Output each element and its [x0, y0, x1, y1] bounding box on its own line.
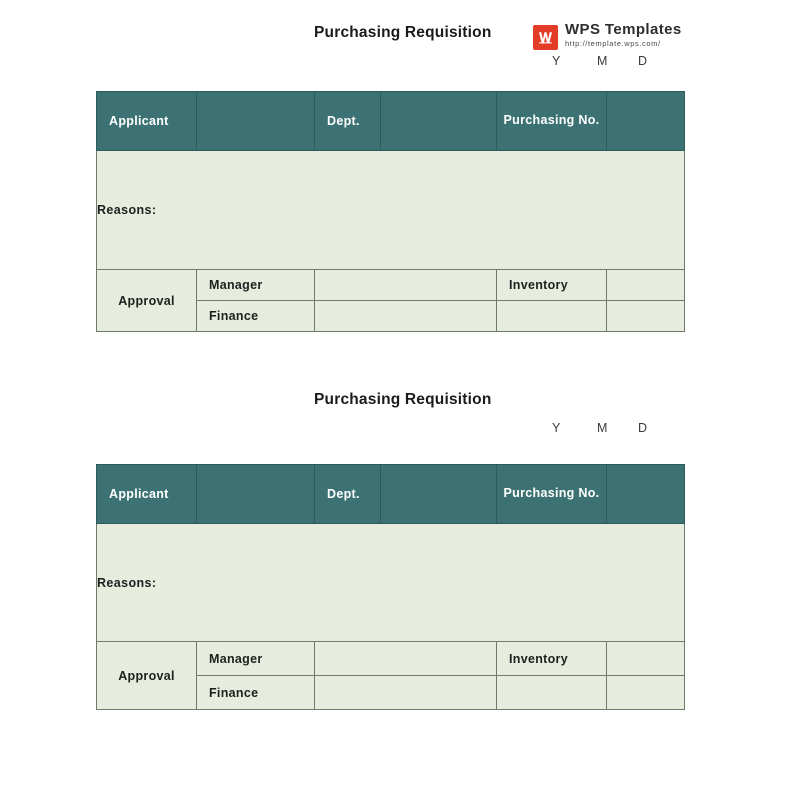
wps-brand[interactable] [533, 22, 682, 50]
wps-brand-name: WPS Templates [565, 21, 682, 38]
approval-inventory-label: Inventory [497, 270, 607, 301]
approval-row2-right-value-field[interactable] [607, 676, 685, 710]
approval-inventory-value-field[interactable] [607, 642, 685, 676]
reasons-field[interactable]: Reasons: [97, 151, 685, 270]
wps-logo-icon [533, 25, 558, 50]
approval-finance-value-field[interactable] [315, 676, 497, 710]
title-row-bottom [0, 391, 790, 421]
approval-row2-right-value-field[interactable] [607, 301, 685, 332]
approval-row-manager [97, 642, 685, 676]
approval-manager-label: Manager [197, 642, 315, 676]
approval-finance-label: Finance [197, 676, 315, 710]
table-header-row [97, 465, 685, 524]
purchasing-no-label: Purchasing No. [497, 465, 607, 524]
approval-row2-right-label [497, 676, 607, 710]
approval-row2-right-label [497, 301, 607, 332]
reasons-field[interactable]: Reasons: [97, 524, 685, 642]
applicant-value-field[interactable] [197, 465, 315, 524]
purchasing-requisition-form-bottom [0, 391, 790, 700]
approval-inventory-label: Inventory [497, 642, 607, 676]
dept-value-field[interactable] [381, 92, 497, 151]
purchasing-requisition-form-top [0, 21, 790, 323]
page-title: Purchasing Requisition [314, 24, 492, 41]
year-label: Y [552, 54, 561, 68]
purchasing-no-label: Purchasing No. [497, 92, 607, 151]
purchasing-no-value-field[interactable] [607, 92, 685, 151]
reasons-row [97, 151, 685, 270]
approval-manager-value-field[interactable] [315, 642, 497, 676]
reasons-row [97, 524, 685, 642]
applicant-value-field[interactable] [197, 92, 315, 151]
date-row-top [0, 54, 790, 78]
requisition-table-bottom [96, 464, 685, 710]
approval-finance-value-field[interactable] [315, 301, 497, 332]
approval-finance-label: Finance [197, 301, 315, 332]
dept-label: Dept. [315, 465, 381, 524]
approval-label: Approval [97, 270, 197, 332]
wps-brand-url: http://template.wps.com/ [565, 39, 661, 48]
year-label-bottom: Y [552, 421, 561, 435]
dept-label: Dept. [315, 92, 381, 151]
title-row-top [0, 21, 790, 54]
page-title-bottom: Purchasing Requisition [314, 391, 492, 408]
month-label: M [597, 54, 608, 68]
requisition-table-top [96, 91, 685, 332]
purchasing-no-value-field[interactable] [607, 465, 685, 524]
applicant-label: Applicant [97, 465, 197, 524]
month-label-bottom: M [597, 421, 608, 435]
applicant-label: Applicant [97, 92, 197, 151]
day-label: D [638, 54, 648, 68]
approval-inventory-value-field[interactable] [607, 270, 685, 301]
day-label-bottom: D [638, 421, 648, 435]
table-header-row [97, 92, 685, 151]
approval-label: Approval [97, 642, 197, 710]
approval-row-manager [97, 270, 685, 301]
approval-manager-value-field[interactable] [315, 270, 497, 301]
dept-value-field[interactable] [381, 465, 497, 524]
wps-brand-text [565, 22, 682, 48]
date-row-bottom [0, 421, 790, 445]
approval-manager-label: Manager [197, 270, 315, 301]
